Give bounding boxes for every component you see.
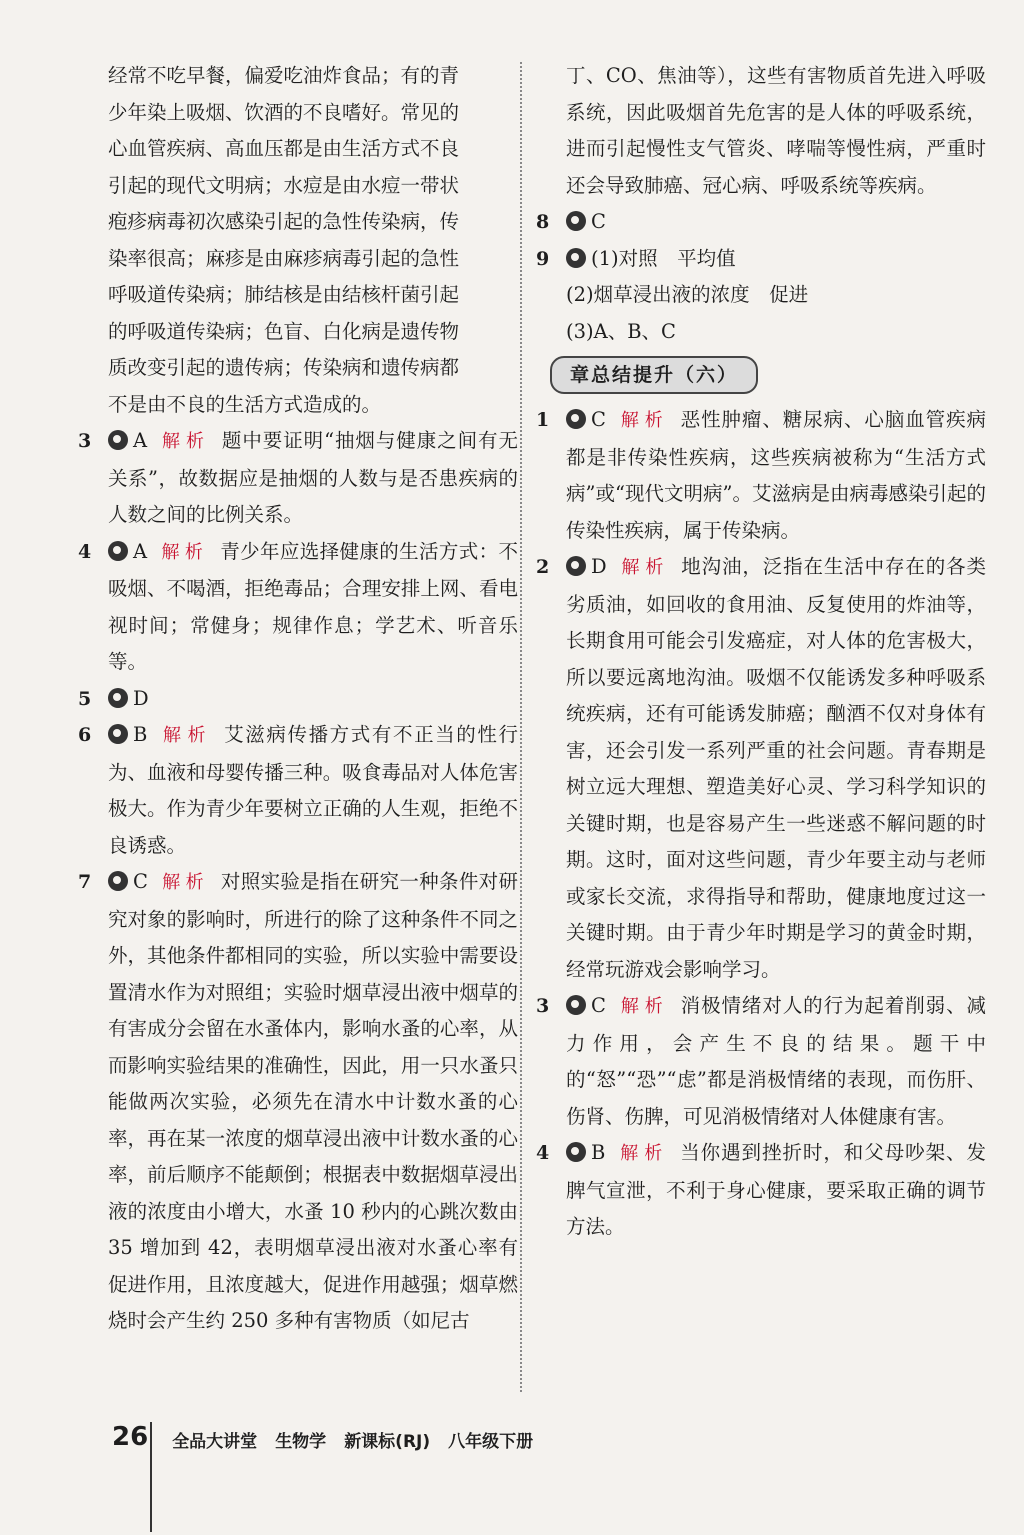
text-line: 疱疹病毒初次感染引起的急性传染病，传: [108, 210, 460, 233]
answer-item-4: [78, 534, 518, 681]
analysis-text: 艾滋病传播方式有不正当的性行为、血液和母婴传播三种。吸食毒品对人体危害极大。作为青少年要树立正确的人生观，拒绝不良诱惑。: [108, 723, 518, 857]
text-line: 引起的现代文明病；水痘是由水痘一带状: [108, 173, 460, 197]
brand-name: 全品大讲堂: [172, 1432, 258, 1452]
answer-key-icon: [108, 430, 128, 450]
text-line: 少年染上吸烟、饮酒的不良嗜好。常见的: [108, 100, 460, 124]
analysis-text: 当你遇到挫折时，和父母吵架、发脾气宣泄，不利于身心健康，要采取正确的调节方法。: [566, 1141, 986, 1238]
page-footer: [112, 1422, 533, 1452]
summary-item-3: [536, 988, 986, 1135]
analysis-text: 消极情绪对人的行为起着削弱、减力作用，会产生不良的结果。题干中的“怒”“恐”“虑”都是消极情绪的表现，而伤肝、伤肾、伤脾，可见消极情绪对人体健康有害。: [566, 994, 986, 1128]
item-number: 5: [78, 687, 92, 710]
answer-item-3: [78, 423, 518, 534]
item-number: 2: [536, 556, 550, 578]
grade-label: 八年级下册: [448, 1432, 534, 1452]
answer-key-icon: [566, 1142, 586, 1162]
answer-key-icon: [108, 871, 128, 891]
item-number: 4: [78, 540, 92, 563]
answer-letter: A: [133, 539, 148, 563]
analysis-tag: 解析: [619, 996, 669, 1017]
left-column: [78, 58, 518, 1340]
answer-key-icon: [108, 724, 128, 744]
continuation-text: [78, 58, 518, 423]
answer-key-icon: [108, 688, 128, 708]
answer-letter: C: [591, 994, 606, 1017]
item-number: 8: [536, 211, 550, 233]
analysis-tag: 解析: [619, 410, 669, 431]
item-number: 1: [536, 409, 550, 431]
page-number: 26: [112, 1422, 149, 1452]
answer-item-8: [536, 204, 986, 241]
item-number: 4: [536, 1142, 550, 1164]
chapter-summary-title: 章总结提升（六）: [550, 356, 758, 394]
footer-divider: [150, 1422, 152, 1532]
analysis-text: 青少年应选择健康的生活方式：不吸烟、不喝酒，拒绝毒品；合理安排上网、看电视时间；常健身；规律作息；学艺术、听音乐等。: [108, 539, 518, 673]
answer-item-9: [536, 241, 986, 351]
summary-item-2: [536, 549, 986, 988]
edition-label: 新课标(RJ): [344, 1432, 431, 1452]
analysis-text: 恶性肿瘤、糖尿病、心脑血管疾病都是非传染性疾病，这些疾病被称为“生活方式病”或“现代文明病”。艾滋病是由病毒感染引起的传染性疾病，属于传染病。: [566, 408, 986, 542]
answer-letter: C: [591, 408, 606, 431]
text-line: 的呼吸道传染病；色盲、白化病是遗传物: [108, 319, 460, 343]
answer-key-icon: [566, 211, 586, 231]
column-divider: [520, 62, 522, 1392]
text-line: 呼吸道传染病；肺结核是由结核杆菌引起: [108, 283, 460, 306]
text-line: 经常不吃早餐，偏爱吃油炸食品；有的青: [108, 64, 460, 87]
answer-key-icon: [108, 541, 128, 561]
right-column: [536, 58, 986, 1246]
answer-letter: C: [591, 210, 606, 233]
analysis-tag: 解析: [161, 725, 213, 746]
sub-answer: (3)A、B、C: [566, 319, 676, 343]
answer-letter: C: [133, 870, 148, 893]
answer-key-icon: [566, 556, 586, 576]
answer-letter: B: [133, 723, 148, 746]
answer-key-icon: [566, 409, 586, 429]
subject-name: 生物学: [275, 1432, 327, 1452]
answer-key-icon: [566, 995, 586, 1015]
analysis-tag: 解析: [161, 541, 209, 563]
answer-letter: A: [133, 429, 148, 452]
answer-item-6: [78, 717, 518, 864]
analysis-text: 题中要证明“抽烟与健康之间有无关系”，故数据应是抽烟的人数与是否患疾病的人数之间的比例关系。: [108, 429, 518, 526]
answer-letter: D: [591, 555, 607, 578]
summary-item-1: [536, 402, 986, 549]
item-number: 7: [78, 871, 92, 893]
item-number: 3: [536, 995, 550, 1017]
sub-answer: (1)对照 平均值: [591, 246, 736, 270]
text-line: 染率很高；麻疹是由麻疹病毒引起的急性: [108, 246, 460, 270]
text-line: 质改变引起的遗传病；传染病和遗传病都: [108, 356, 460, 379]
item-number: 9: [536, 247, 550, 270]
item-number: 6: [78, 724, 92, 746]
answer-key-icon: [566, 248, 586, 268]
item-number: 3: [78, 430, 92, 452]
answer-item-7: [78, 864, 518, 1340]
text-line: 不是由不良的生活方式造成的。: [108, 392, 382, 416]
analysis-tag: 解析: [161, 431, 210, 452]
analysis-tag: 解析: [619, 1143, 669, 1164]
analysis-tag: 解析: [161, 872, 209, 893]
analysis-text: 地沟油，泛指在生活中存在的各类劣质油，如回收的食用油、反复使用的炸油等，长期食用可能会引发癌症，对人体的危害极大，所以要远离地沟油。吸烟不仅能诱发多种呼吸系统疾病，还有可能诱发肺癌；酗酒不仅对身体有害，还会引发一系列严重的社会问题。青春期是树立远大理想、塑造美好心灵、学习科学知识的关键时期，也是容易产生一些迷惑不解问题的时期。这时，面对这些问题，青少年要主动与老师或家长交流，求得指导和帮助，健康地度过这一关键时期。由于青少年时期是学习的黄金时期，经常玩游戏会影响学习。: [566, 555, 986, 981]
answer-letter: B: [591, 1141, 606, 1164]
answer-item-5: [78, 681, 518, 718]
analysis-text: 对照实验是指在研究一种条件对研究对象的影响时，所进行的除了这种条件不同之外，其他条件都相同的实验，所以实验中需要设置清水作为对照组；实验时烟草浸出液中烟草的有害成分会留在水蚤体内，影响水蚤的心率，从而影响实验结果的准确性，因此，用一只水蚤只能做两次实验，必须先在清水中计数水蚤的心率，再在某一浓度的烟草浸出液中计数水蚤的心率，前后顺序不能颠倒；根据表中数据烟草浸出液的浓度由小增大，水蚤 10 秒内的心跳次数由 35 增加到 42，表明烟草浸出液对水蚤心率有促进作用，且浓度越大，促进作用越强；烟草燃烧时会产生约 250 多种有害物质（如尼古: [108, 870, 518, 1332]
text-line: 心血管疾病、高血压都是由生活方式不良: [108, 137, 460, 160]
answer-letter: D: [133, 686, 149, 710]
sub-answer: (2)烟草浸出液的浓度 促进: [566, 283, 809, 306]
summary-item-4: [536, 1135, 986, 1246]
continuation-text: 丁、CO、焦油等），这些有害物质首先进入呼吸系统，因此吸烟首先危害的是人体的呼吸系统，进而引起慢性支气管炎、哮喘等慢性病，严重时还会导致肺癌、冠心病、呼吸系统等疾病。: [566, 64, 986, 197]
analysis-tag: 解析: [620, 557, 670, 578]
